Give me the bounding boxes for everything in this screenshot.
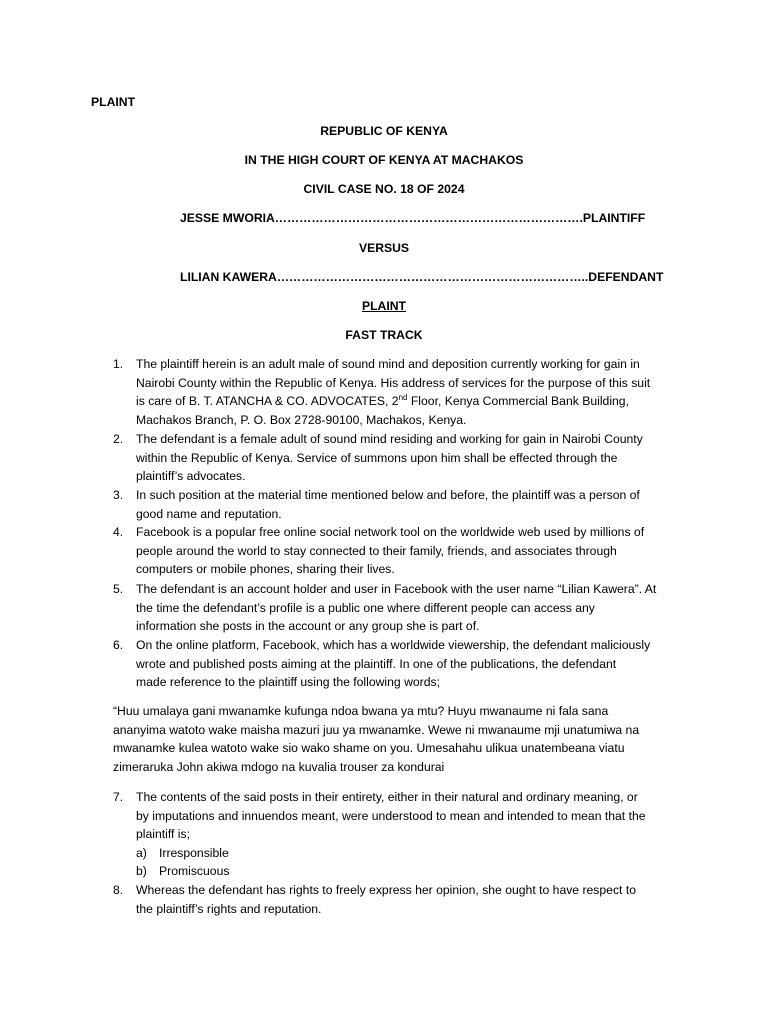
republic-heading: REPUBLIC OF KENYA <box>320 124 448 138</box>
plaint-title: PLAINT <box>361 299 406 313</box>
quoted-words <box>113 702 639 776</box>
paragraph-4 <box>136 523 644 579</box>
paragraph-line: Machakos Branch, P. O. Box 2728-90100, Machakos, Kenya. <box>136 412 467 427</box>
subitem-letter: a) <box>136 846 147 860</box>
paragraph-number: 7. <box>113 790 124 804</box>
paragraph-number: 8. <box>113 883 124 897</box>
paragraph-number: 3. <box>113 488 124 502</box>
paragraph-line: The plaintiff herein is an adult male of sound mind and deposition currently working for gain in <box>136 357 640 371</box>
case-number: CIVIL CASE NO. 18 OF 2024 <box>303 182 465 196</box>
paragraph-line: The contents of the said posts in their entirety, either in their natural and ordinary meaning, or <box>136 790 638 804</box>
paragraph-line: plaintiff is; <box>136 827 190 842</box>
paragraph-line: On the online platform, Facebook, which has a worldwide viewership, the defendant maliciously <box>136 638 651 652</box>
paragraph-line: good name and reputation. <box>136 506 282 521</box>
paragraph-number: 4. <box>113 525 124 539</box>
paragraph-line: information she posts in the account or any group she is part of. <box>136 619 480 634</box>
paragraph-7 <box>136 788 646 844</box>
superscript: nd <box>398 393 408 403</box>
paragraph-line: the plaintiff’s rights and reputation. <box>136 901 322 916</box>
paragraph-line: within the Republic of Kenya. Service of summons upon him shall be effected through the <box>136 450 618 465</box>
versus-heading: VERSUS <box>358 241 410 255</box>
quote-line: “Huu umalaya gani mwanamke kufunga ndoa bwana ya mtu? Huyu mwanaume ni fala sana <box>113 704 609 718</box>
paragraph-3 <box>136 486 640 523</box>
paragraph-line: Whereas the defendant has rights to freely express her opinion, she ought to have respect to <box>136 883 636 897</box>
subitem-letter: b) <box>136 864 147 878</box>
subitem-text: Promiscuous <box>159 864 230 878</box>
paragraph-line: The defendant is an account holder and user in Facebook with the user name “Lilian Kawera”. At <box>136 582 657 596</box>
plaintiff-line: JESSE MWORIA………………………………………………………………….PLAINTIFF <box>180 211 646 225</box>
paragraph-8 <box>136 881 636 918</box>
quote-line: mwanamke kulea watoto wake sio wako shame on you. Umesahahu ulikua unatembeana viatu <box>113 741 625 756</box>
subitem-text: Irresponsible <box>159 846 229 860</box>
paragraph-line: wrote and published posts aiming at the plaintiff. In one of the publications, the defendant <box>136 656 617 671</box>
paragraph-line: the time the defendant’s profile is a public one where different people can access any <box>136 600 595 615</box>
paragraph-5 <box>136 580 656 636</box>
fast-track-heading: FAST TRACK <box>345 328 423 342</box>
defendant-line: LILIAN KAWERA…………………………………………………………………..DEFENDANT <box>180 270 664 284</box>
paragraph-line <box>136 392 650 411</box>
paragraph-number: 5. <box>113 582 124 596</box>
quote-line: zimeraruka John akiwa mdogo na kuvalia trouser za kondurai <box>113 759 445 774</box>
paragraph-line: In such position at the material time mentioned below and before, the plaintiff was a person of <box>136 488 640 502</box>
court-heading: IN THE HIGH COURT OF KENYA AT MACHAKOS <box>244 153 524 167</box>
paragraph-2 <box>136 430 643 486</box>
paragraph-line: plaintiff’s advocates. <box>136 469 246 484</box>
paragraph-text: Floor, Kenya Commercial Bank Building, <box>407 394 629 409</box>
paragraph-number: 6. <box>113 638 124 652</box>
paragraph-line: by imputations and innuendos meant, were understood to mean and intended to mean that the <box>136 808 646 823</box>
quote-line: ananyima watoto wake maisha mazuri juu ya mwanamke. Wewe ni mwanaume mji unatumiwa na <box>113 722 640 737</box>
paragraph-number: 2. <box>113 432 124 446</box>
paragraph-1 <box>136 355 650 429</box>
paragraph-6 <box>136 636 650 692</box>
paragraph-line: computers or mobile phones, sharing their lives. <box>136 562 395 577</box>
paragraph-line: The defendant is a female adult of sound mind residing and working for gain in Nairobi County <box>136 432 643 446</box>
doc-label: PLAINT <box>91 95 136 109</box>
paragraph-line: Nairobi County within the Republic of Kenya. His address of services for the purpose of this suit <box>136 375 651 390</box>
paragraph-number: 1. <box>113 357 124 371</box>
paragraph-line: people around the world to stay connected to their family, friends, and associates through <box>136 543 617 558</box>
paragraph-text: is care of B. T. ATANCHA & CO. ADVOCATES, 2 <box>136 394 399 409</box>
paragraph-line: made reference to the plaintiff using the following words; <box>136 675 440 690</box>
paragraph-line: Facebook is a popular free online social network tool on the worldwide web used by millions of <box>136 525 645 539</box>
